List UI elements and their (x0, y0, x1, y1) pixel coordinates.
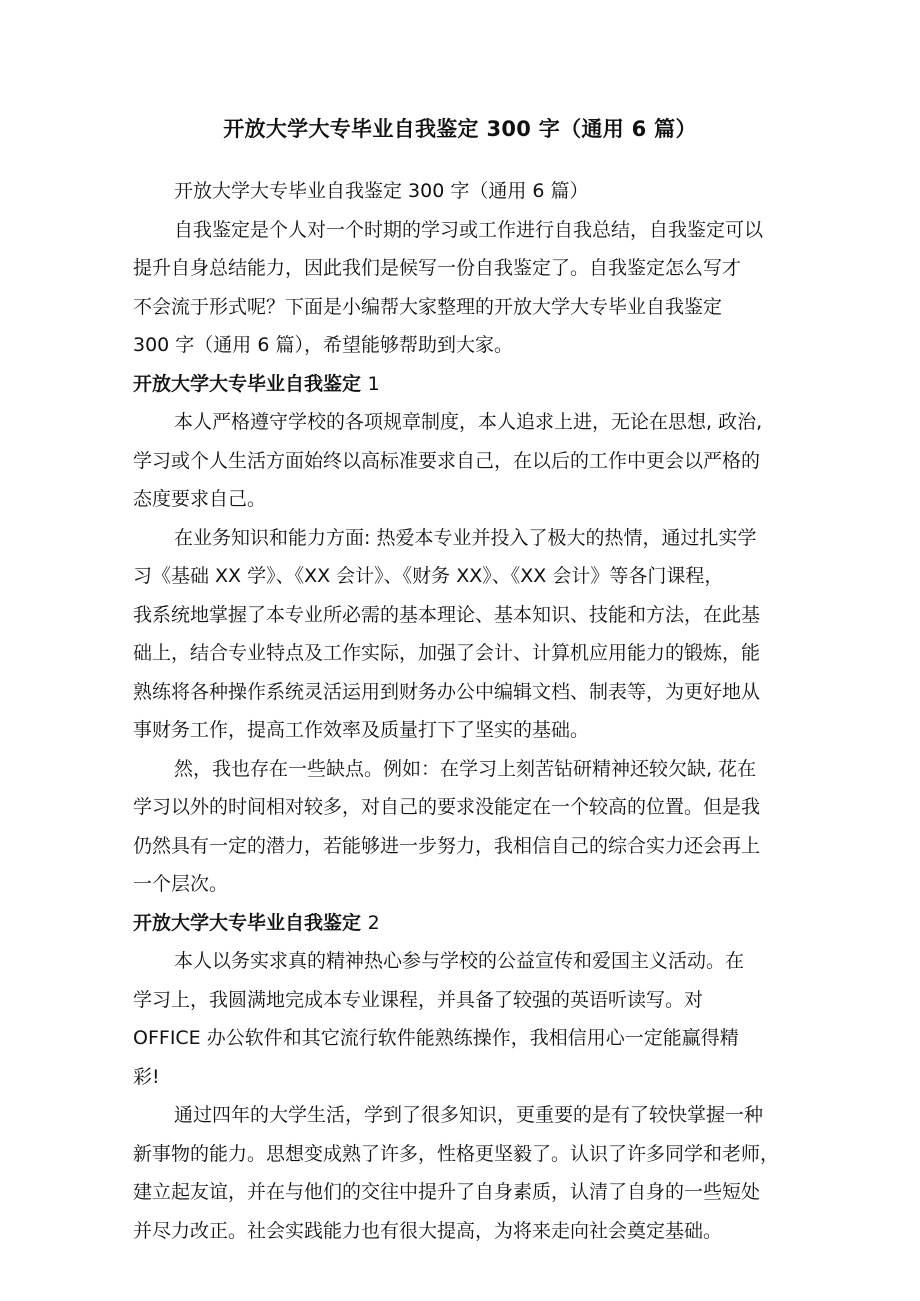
paragraph-line: 建立起友谊，并在与他们的交往中提升了自身素质，认清了自身的一些短处 (133, 1181, 761, 1203)
paragraph-line: 新事物的能力。思想变成熟了许多，性格更坚毅了。认识了许多同学和老师， (133, 1142, 780, 1165)
document-subtitle: 开放大学大专毕业自我鉴定 300 字（通用 6 篇） (174, 180, 589, 202)
intro-line: 300 字（通用 6 篇），希望能够帮助到大家。 (133, 334, 513, 356)
paragraph-line: 学习或个人生活方面始终以高标准要求自己，在以后的工作中更会以严格的 (133, 449, 761, 472)
section-heading-text: 开放大学大专毕业自我鉴定 (133, 372, 362, 395)
section-heading-text: 开放大学大专毕业自我鉴定 (133, 911, 362, 934)
paragraph-line: 我系统地掌握了本专业所必需的基本理论、基本知识、技能和方法，在此基 (133, 603, 761, 626)
paragraph-line: 础上，结合专业特点及工作实际，加强了会计、计算机应用能力的锻炼，能 (133, 642, 761, 664)
paragraph-line: 并尽力改正。社会实践能力也有很大提高，为将来走向社会奠定基础。 (133, 1219, 723, 1242)
paragraph-line: 仍然具有一定的潜力，若能够进一步努力，我相信自己的综合实力还会再上 (133, 834, 761, 857)
paragraph-line: 一个层次。 (133, 873, 229, 895)
paragraph-line: OFFICE 办公软件和其它流行软件能熟练操作，我相信用心一定能赢得精 (133, 1027, 739, 1049)
document-title: 开放大学大专毕业自我鉴定 300 字（通用 6 篇） (223, 117, 697, 141)
paragraph-line: 学习上，我圆满地完成本专业课程，并具备了较强的英语听读写。对 (133, 988, 704, 1011)
paragraph-line: 习《基础 XX 学》、《XX 会计》、《财务 XX》、《XX 会计》等各门课程， (133, 565, 724, 587)
paragraph-line: 事财务工作，提高工作效率及质量打下了坚实的基础。 (133, 719, 590, 741)
section-heading-number: 2 (367, 911, 380, 934)
paragraph-line: 在业务知识和能力方面: 热爱本专业并投入了极大的热情，通过扎实学 (174, 526, 757, 549)
section-heading (133, 365, 805, 404)
intro-line: 不会流于形式呢？下面是小编帮大家整理的开放大学大专毕业自我鉴定 (133, 295, 723, 318)
paragraph-line: 学习以外的时间相对较多，对自己的要求没能定在一个较高的位置。但是我 (133, 796, 761, 818)
intro-line: 自我鉴定是个人对一个时期的学习或工作进行自我总结，自我鉴定可以 (174, 218, 764, 241)
document-body (133, 172, 805, 1250)
intro-line: 提升自身总结能力，因此我们是候写一份自我鉴定了。自我鉴定怎么写才 (133, 257, 742, 279)
paragraph-line: 彩! (133, 1065, 160, 1088)
paragraph-line: 通过四年的大学生活，学到了很多知识，更重要的是有了较快掌握一种 (174, 1104, 764, 1126)
paragraph-line: 态度要求自己。 (133, 488, 267, 510)
paragraph-line: 熟练将各种操作系统灵活运用到财务办公中编辑文档、制表等，为更好地从 (133, 680, 761, 703)
paragraph-line: 本人以务实求真的精神热心参与学校的公益宣传和爱国主义活动。在 (174, 950, 745, 972)
paragraph-line: 然，我也存在一些缺点。例如：在学习上刻苦钻研精神还较欠缺, 花在 (174, 757, 757, 780)
paragraph-line: 本人严格遵守学校的各项规章制度，本人追求上进，无论在思想, 政治, (174, 411, 763, 433)
section-heading-number: 1 (367, 372, 380, 395)
section-heading (133, 904, 805, 943)
